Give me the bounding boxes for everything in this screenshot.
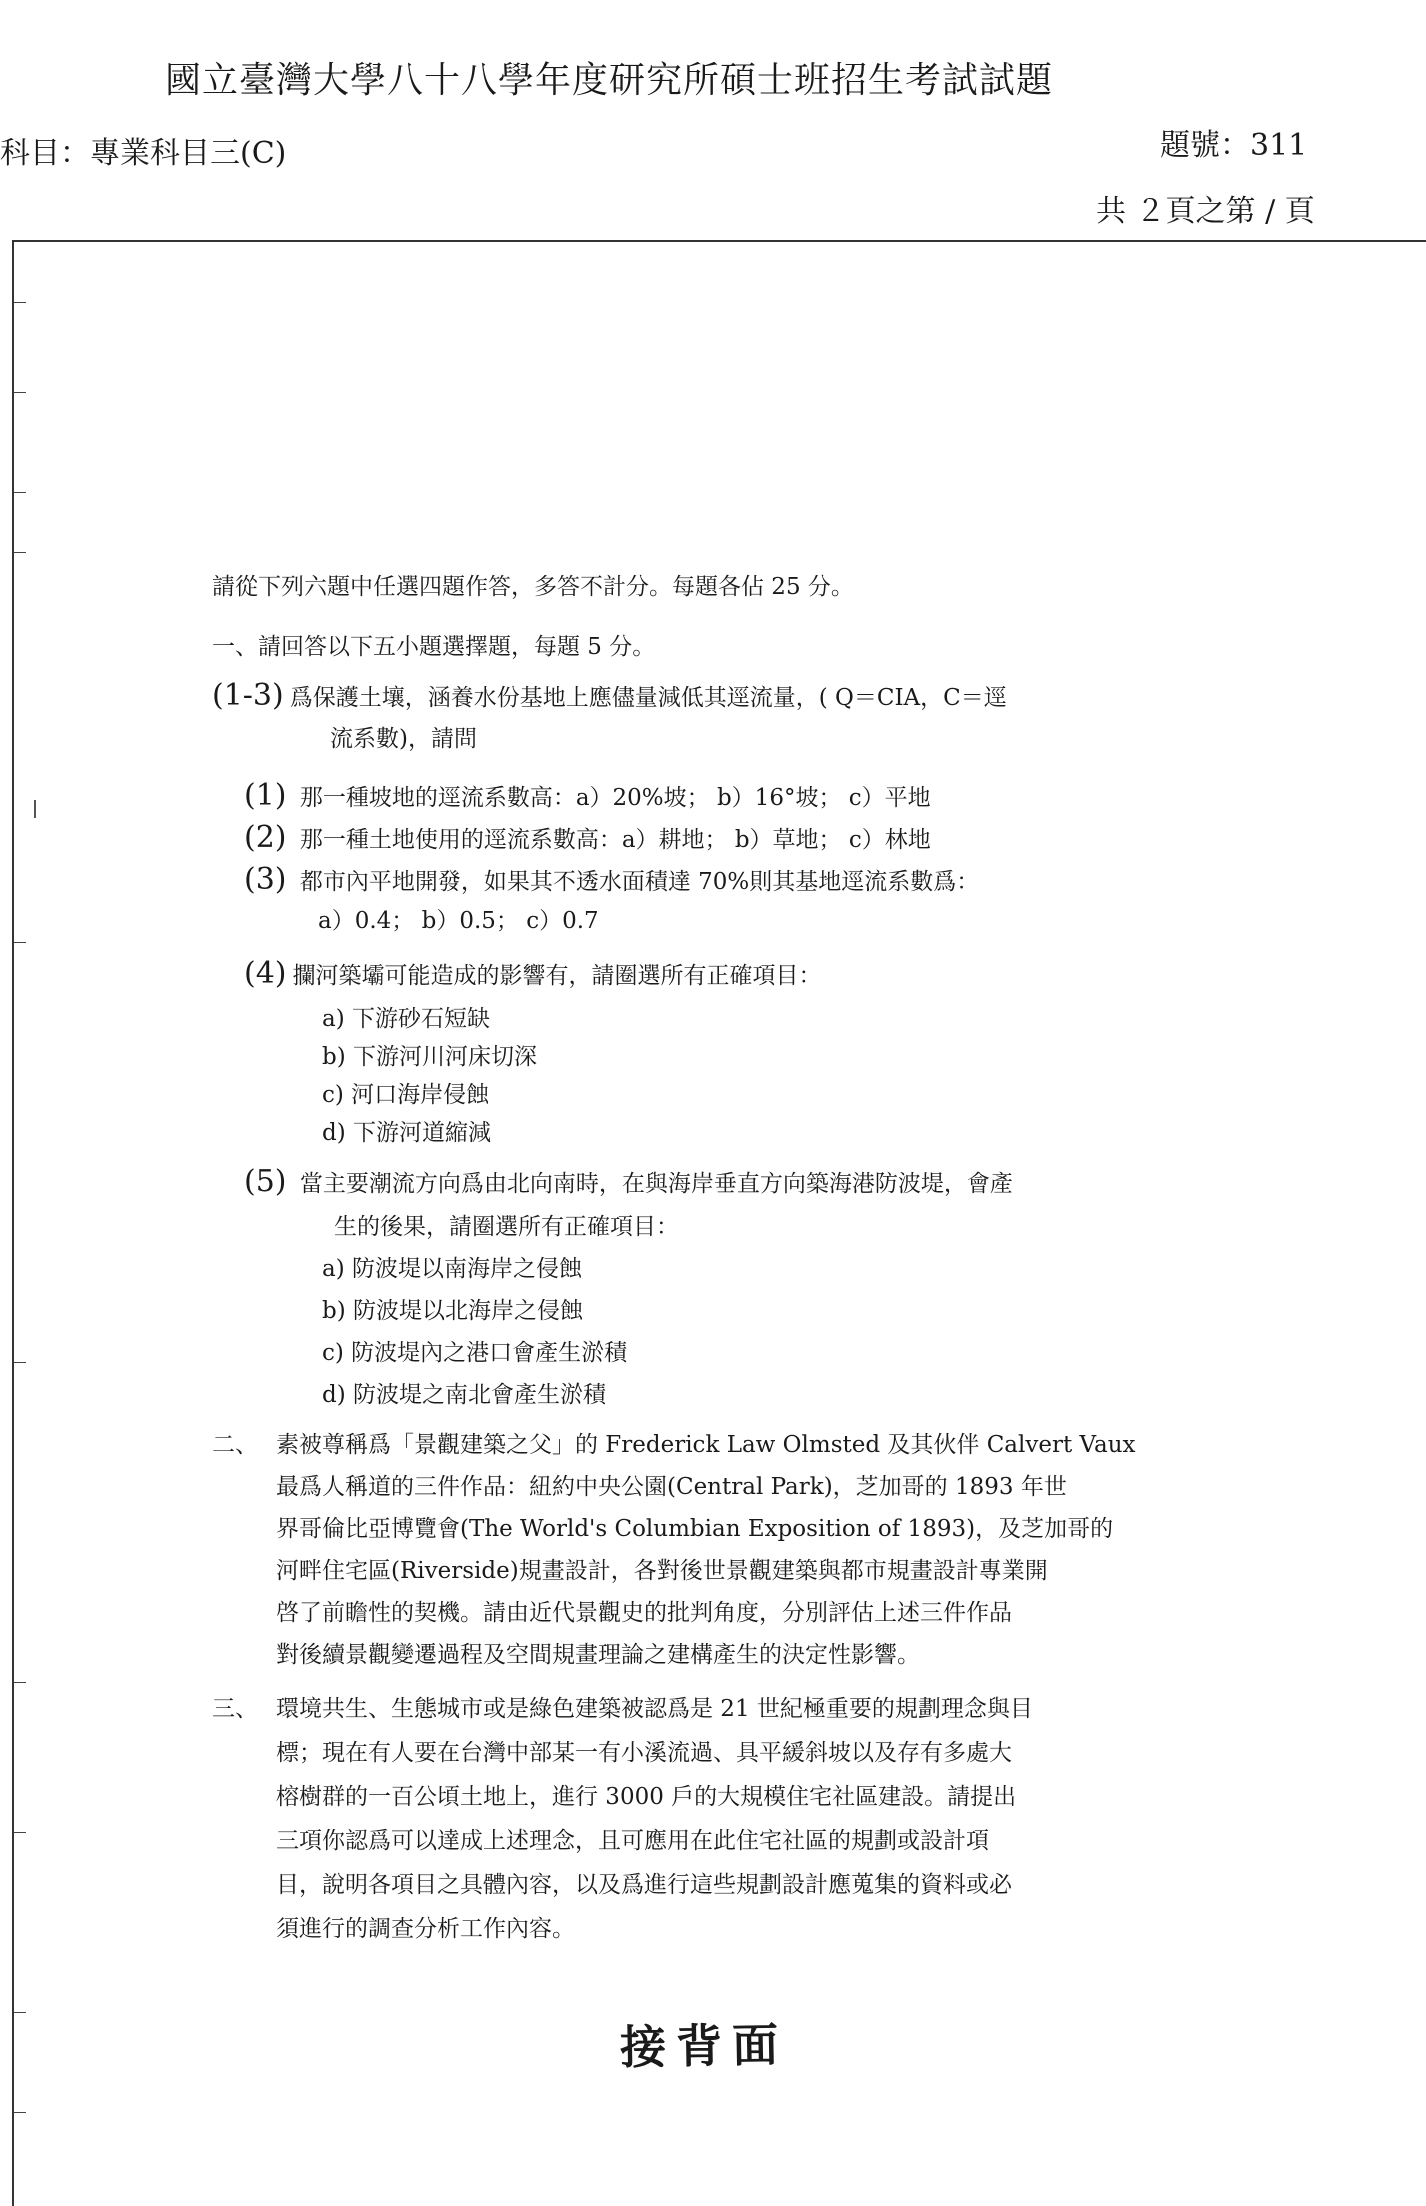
- section3-line: 須進行的調查分析工作內容。: [276, 1916, 575, 1942]
- margin-tick: [14, 942, 26, 943]
- page-info: 共 ２頁之第 / 頁: [1096, 194, 1315, 229]
- question-5-line2: 生的後果，請圈選所有正確項目：: [334, 1214, 679, 1240]
- option-item: c) 防波堤內之港口會產生淤積: [322, 1340, 628, 1366]
- option-item: b) 防波堤以北海岸之侵蝕: [322, 1298, 584, 1324]
- answer-frame: [12, 240, 1426, 2206]
- option-item: d) 下游河道縮減: [322, 1120, 492, 1146]
- group-label: (1-3): [212, 678, 284, 713]
- margin-tick: [14, 2012, 26, 2013]
- section2-label: 二、: [212, 1432, 258, 1458]
- question-3-options: a）0.4； b）0.5； c）0.7: [318, 908, 599, 934]
- margin-tick: [14, 2112, 26, 2113]
- section3-line: 環境共生、生態城市或是綠色建築被認爲是 21 世紀極重要的規劃理念與目: [276, 1696, 1033, 1722]
- option-item: a) 防波堤以南海岸之侵蝕: [322, 1256, 582, 1282]
- section1-heading: 一、請回答以下五小題選擇題，每題 5 分。: [212, 634, 656, 660]
- exam-instructions: 請從下列六題中任選四題作答，多答不計分。每題各佔 25 分。: [212, 574, 854, 600]
- section2-line: 素被尊稱爲「景觀建築之父」的 Frederick Law Olmsted 及其伙伴 Calvert Vaux: [276, 1432, 1136, 1458]
- margin-tick: [14, 552, 26, 553]
- section2-line: 最爲人稱道的三件作品：紐約中央公園(Central Park)，芝加哥的 1893 年世: [276, 1474, 1067, 1500]
- section3-line: 目，說明各項目之具體內容，以及爲進行這些規劃設計應蒐集的資料或必: [276, 1872, 1012, 1898]
- section2-line: 河畔住宅區(Riverside)規畫設計，各對後世景觀建築與都市規畫設計專業開: [276, 1558, 1048, 1584]
- question-text: 都市內平地開發，如果其不透水面積達 70%則其基地逕流系數爲：: [299, 869, 980, 895]
- question-1: [244, 778, 931, 814]
- exam-subject: 科目：專業科目三(C): [0, 136, 287, 171]
- margin-tick: [14, 1362, 26, 1363]
- exam-title: 國立臺灣大學八十八學年度研究所碩士班招生考試試題: [165, 60, 1054, 101]
- stray-mark: [34, 800, 36, 818]
- group-question: [212, 678, 1007, 714]
- question-number-label: (3): [244, 862, 287, 897]
- question-3: [244, 862, 979, 898]
- option-item: c) 河口海岸侵蝕: [322, 1082, 490, 1108]
- section3-line: 標；現在有人要在台灣中部某一有小溪流過、具平緩斜坡以及存有多處大: [276, 1740, 1012, 1766]
- question-number-label: (4): [244, 956, 287, 991]
- margin-tick: [14, 392, 26, 393]
- question-5: [244, 1164, 1013, 1200]
- question-text: 當主要潮流方向爲由北向南時，在與海岸垂直方向築海港防波堤，會產: [299, 1171, 1013, 1197]
- section3-line: 榕樹群的一百公頃土地上，進行 3000 戶的大規模住宅社區建設。請提出: [276, 1784, 1017, 1810]
- option-item: a) 下游砂石短缺: [322, 1006, 490, 1032]
- section2-line: 界哥倫比亞博覽會(The World's Columbian Exposition of 1893)，及芝加哥的: [276, 1516, 1114, 1542]
- margin-tick: [14, 302, 26, 303]
- margin-tick: [14, 492, 26, 493]
- question-number: 題號：311: [1160, 128, 1308, 163]
- group-line1: 爲保護土壤，涵養水份基地上應儘量減低其逕流量，( Q＝CIA，C＝逕: [289, 685, 1007, 711]
- option-item: d) 防波堤之南北會產生淤積: [322, 1382, 607, 1408]
- question-text: 攔河築壩可能造成的影響有，請圈選所有正確項目：: [292, 963, 822, 989]
- section2-line: 啓了前瞻性的契機。請由近代景觀史的批判角度，分別評估上述三件作品: [276, 1600, 1012, 1626]
- question-4: [244, 956, 822, 992]
- section3-line: 三項你認爲可以達成上述理念，且可應用在此住宅社區的規劃或設計項: [276, 1828, 989, 1854]
- question-2: [244, 820, 931, 856]
- section2-line: 對後續景觀變遷過程及空間規畫理論之建構產生的決定性影響。: [276, 1642, 920, 1668]
- group-line2: 流系數)，請問: [330, 726, 477, 752]
- question-number-label: (1): [244, 778, 287, 813]
- question-text: 那一種坡地的逕流系數高：a）20%坡； b）16°坡； c）平地: [299, 785, 931, 811]
- margin-tick: [14, 1682, 26, 1683]
- section3-label: 三、: [212, 1696, 258, 1722]
- margin-tick: [14, 1832, 26, 1833]
- continue-on-back-note: 接背面: [619, 2017, 789, 2075]
- question-text: 那一種土地使用的逕流系數高：a）耕地； b）草地； c）林地: [299, 827, 931, 853]
- question-number-label: (5): [244, 1164, 287, 1199]
- option-item: b) 下游河川河床切深: [322, 1044, 538, 1070]
- question-number-label: (2): [244, 820, 287, 855]
